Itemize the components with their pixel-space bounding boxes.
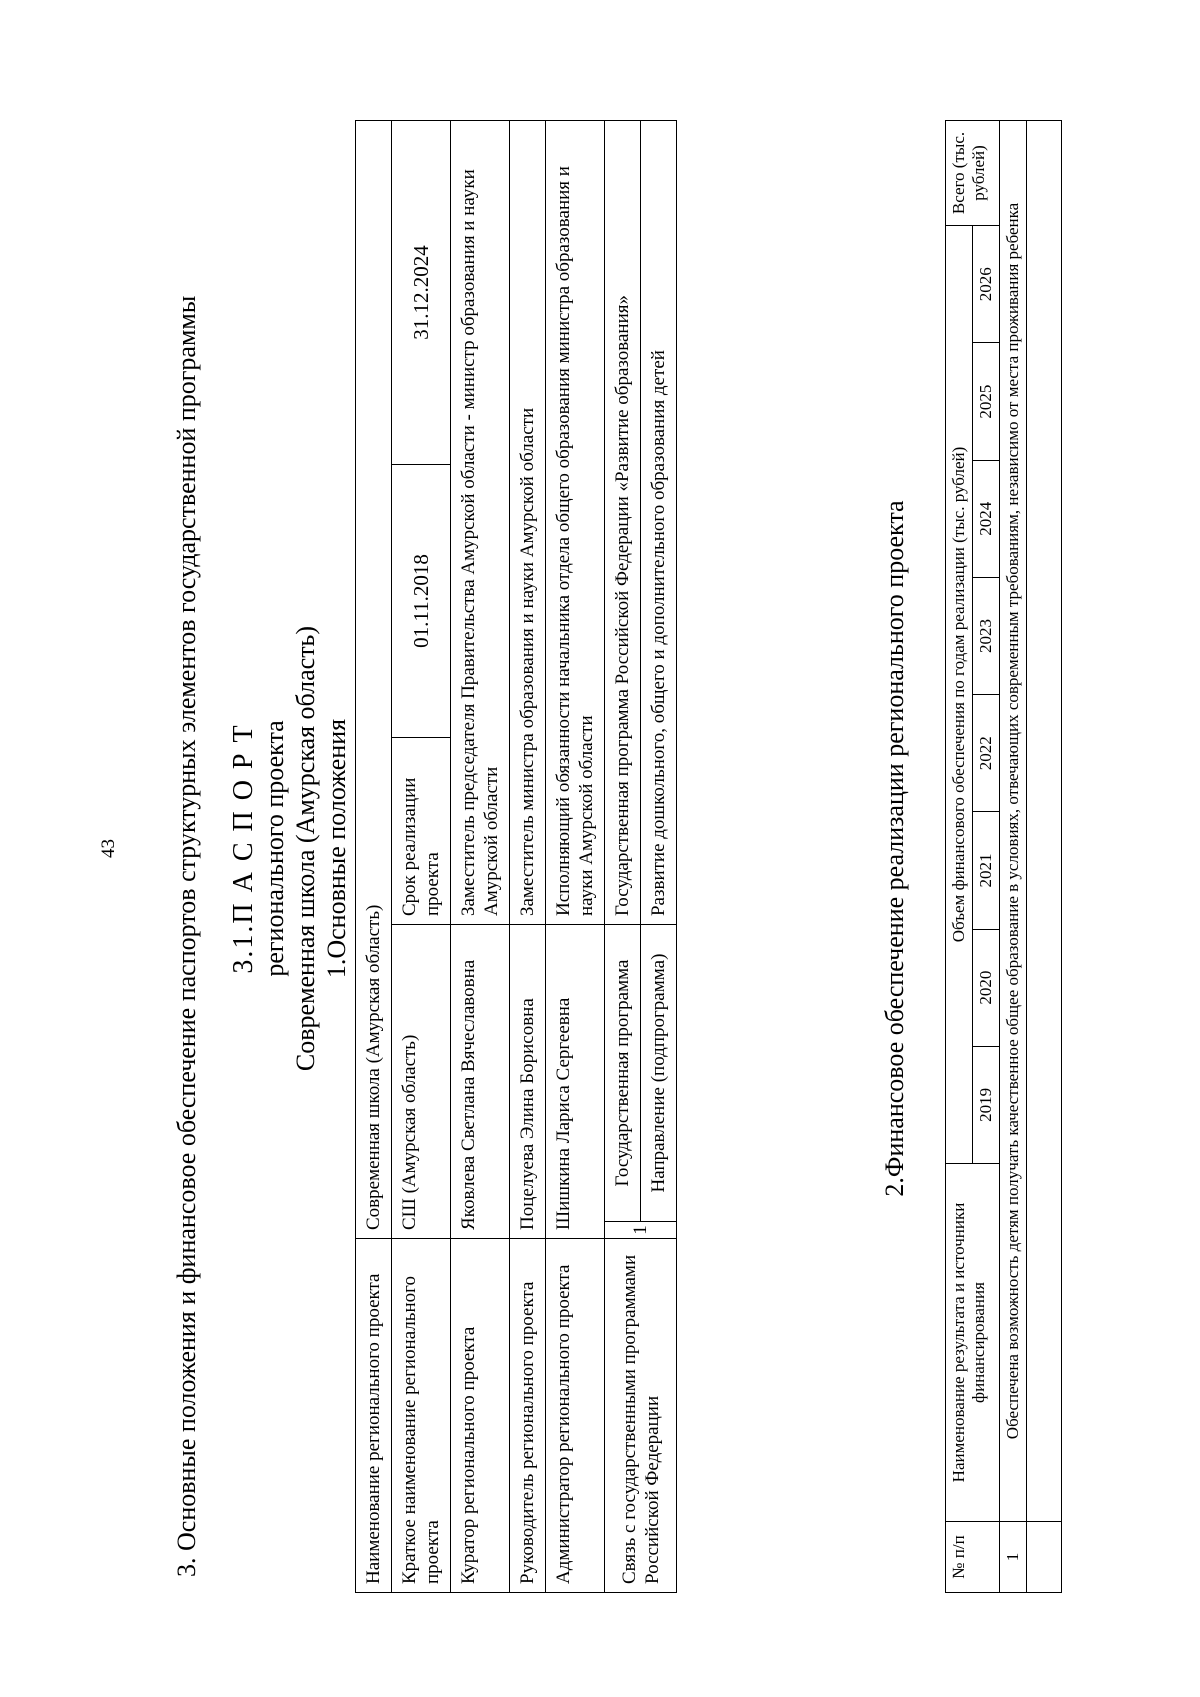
- table-row: [451, 121, 510, 1593]
- gov-program-label: Государственная программа: [605, 925, 641, 1222]
- gov-program-value: Государственная программа Российской Федерации «Развитие образования»: [605, 121, 641, 925]
- section2-title: 2.Финансовое обеспечение реализации регионального проекта: [880, 500, 909, 1197]
- year-header: 2023: [973, 577, 1000, 694]
- finance-table: [945, 120, 1062, 1593]
- row-label: Куратор регионального проекта: [451, 1239, 510, 1593]
- section1-title: 1.Основные положения: [322, 718, 351, 979]
- table-row: [605, 121, 641, 1593]
- empty-cell: [1027, 121, 1062, 1522]
- col-volume: Объем финансового обеспечения по годам реализации (тыс. рублей): [946, 226, 973, 1164]
- term-end: 31.12.2024: [392, 121, 451, 465]
- table-row: [1027, 121, 1062, 1593]
- leader-position: Заместитель министра образования и науки Амурской области: [510, 121, 546, 925]
- row-label: Руководитель регионального проекта: [510, 1239, 546, 1593]
- col-name: Наименование результата и источники финансирования: [946, 1164, 1000, 1522]
- passport-table: [355, 120, 677, 1593]
- direction-value: Развитие дошкольного, общего и дополнительного образования детей: [641, 121, 677, 925]
- link-number: 1: [605, 1222, 677, 1239]
- year-header: 2021: [973, 812, 1000, 929]
- year-header: 2022: [973, 695, 1000, 812]
- table-row: [510, 121, 546, 1593]
- year-header: 2025: [973, 343, 1000, 460]
- year-header: 2026: [973, 226, 1000, 343]
- header-row: [946, 121, 973, 1593]
- row-value: Шишкина Лариса Сергеевна: [546, 925, 605, 1239]
- passport-subtitle: регионального проекта: [260, 720, 289, 977]
- row-value: Поцелуева Элина Борисовна: [510, 925, 546, 1239]
- section-heading: 3. Основные положения и финансовое обеспечение паспортов структурных элементов государственной программы: [172, 295, 201, 1577]
- direction-label: Направление (подпрограмма): [641, 925, 677, 1222]
- result-text: Обеспечена возможность детям получать качественное общее образование в условиях, отвечающих современным требованиям, независимо от места проживания ребенка: [1000, 121, 1027, 1522]
- row-label: Наименование регионального проекта: [356, 1239, 392, 1593]
- table-row: [546, 121, 605, 1593]
- year-header: 2020: [973, 929, 1000, 1046]
- curator-position: Заместитель председателя Правительства Амурской области - министр образования и науки Амурской области: [451, 121, 510, 925]
- year-header: 2019: [973, 1046, 1000, 1163]
- table-row: [392, 121, 451, 1593]
- table-row: [356, 121, 392, 1593]
- row-value: СШ (Амурская область): [392, 925, 451, 1239]
- passport-title-block: [228, 0, 352, 1697]
- row-value: Яковлева Светлана Вячеславовна: [451, 925, 510, 1239]
- col-total: Всего (тыс. рублей): [946, 121, 1000, 226]
- passport-title: 3.1.П А С П О Р Т: [228, 723, 259, 974]
- admin-position: Исполняющий обязанности начальника отдела общего образования министра образования и науки Амурской области: [546, 121, 605, 925]
- link-label: Связь с государственными программами Российской Федерации: [605, 1239, 677, 1593]
- page-number: 43: [98, 839, 119, 858]
- empty-cell: [1027, 1522, 1062, 1593]
- row-value: Современная школа (Амурская область): [356, 121, 392, 1239]
- term-label: Срок реализации проекта: [392, 738, 451, 925]
- table-row: [1000, 121, 1027, 1593]
- year-header: 2024: [973, 460, 1000, 577]
- project-name-title: Современная школа (Амурская область): [291, 625, 320, 1072]
- row-number: 1: [1000, 1522, 1027, 1593]
- row-label: Краткое наименование регионального проекта: [392, 1239, 451, 1593]
- row-label: Администратор регионального проекта: [546, 1239, 605, 1593]
- term-start: 01.11.2018: [392, 465, 451, 738]
- col-num: № п/п: [946, 1522, 1000, 1593]
